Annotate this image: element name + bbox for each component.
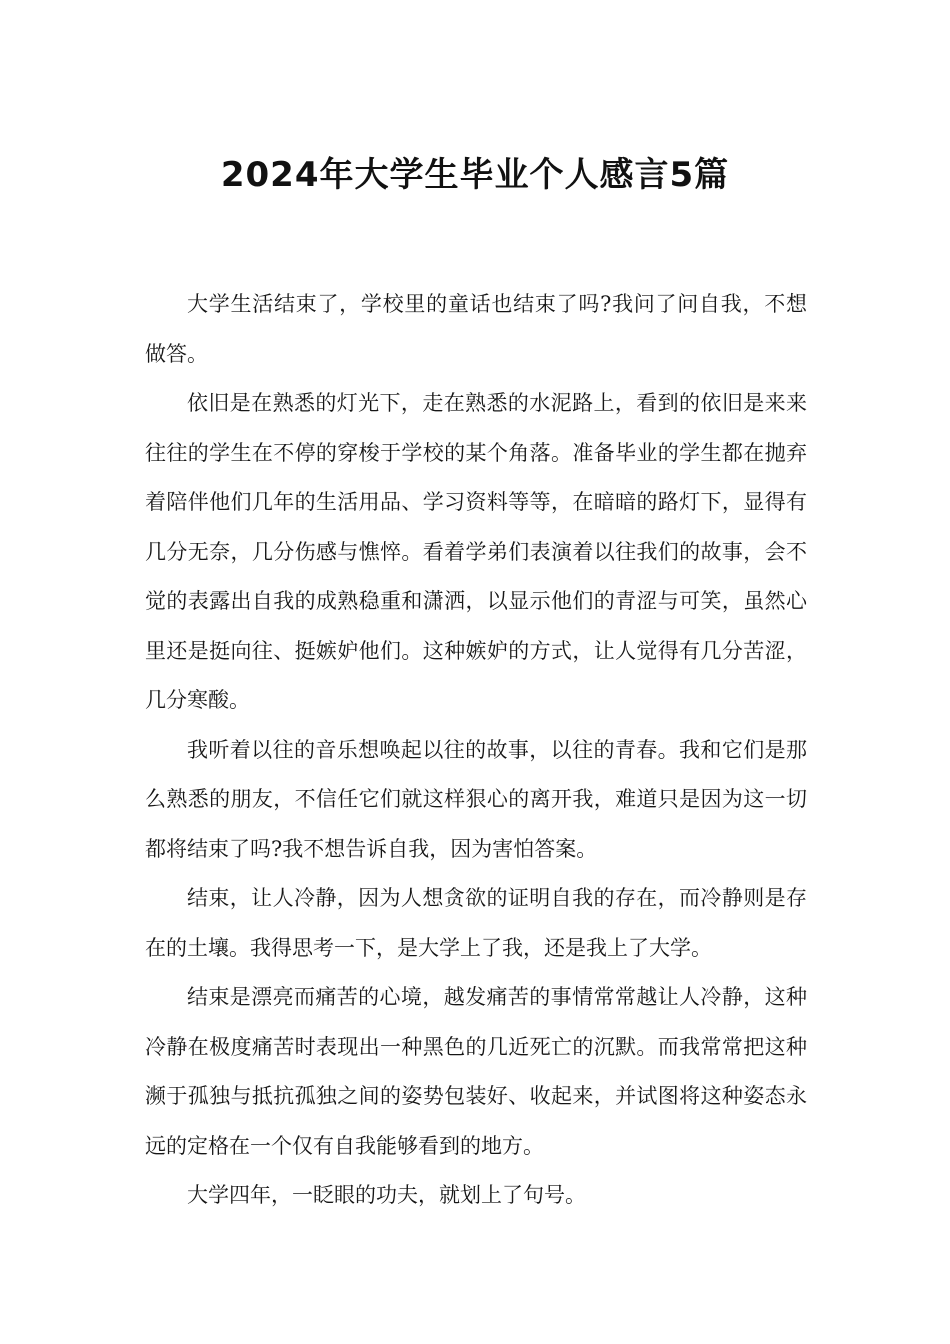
paragraph-1: 大学生活结束了，学校里的童话也结束了吗?我问了问自我，不想做答。 [145, 292, 807, 366]
paragraph-6: 大学四年，一眨眼的功夫，就划上了句号。 [187, 1183, 586, 1207]
paragraph-4: 结束，让人冷静，因为人想贪欲的证明自我的存在，而冷静则是存在的土壤。我得思考一下，是大学上了我，还是我上了大学。 [145, 886, 807, 960]
document-title: 2024年大学生毕业个人感言5篇 [220, 154, 730, 195]
document-body [145, 280, 807, 1221]
paragraph-3: 我听着以往的音乐想唤起以往的故事，以往的青春。我和它们是那么熟悉的朋友，不信任它们就这样狠心的离开我，难道只是因为这一切都将结束了吗?我不想告诉自我，因为害怕答案。 [145, 737, 807, 861]
paragraph-2: 依旧是在熟悉的灯光下，走在熟悉的水泥路上，看到的依旧是来来往往的学生在不停的穿梭于学校的某个角落。准备毕业的学生都在抛弃着陪伴他们几年的生活用品、学习资料等等，在暗暗的路灯下，显得有几分无奈，几分伤感与憔悴。看着学弟们表演着以往我们的故事，会不觉的表露出自我的成熟稳重和潇洒，以显示他们的青涩与可笑，虽然心里还是挺向往、挺嫉妒他们。这种嫉妒的方式，让人觉得有几分苦涩，几分寒酸。 [145, 391, 807, 712]
paragraph-5: 结束是漂亮而痛苦的心境，越发痛苦的事情常常越让人冷静，这种冷静在极度痛苦时表现出一种黑色的几近死亡的沉默。而我常常把这种濒于孤独与抵抗孤独之间的姿势包装好、收起来，并试图将这种姿态永远的定格在一个仅有自我能够看到的地方。 [145, 985, 807, 1158]
